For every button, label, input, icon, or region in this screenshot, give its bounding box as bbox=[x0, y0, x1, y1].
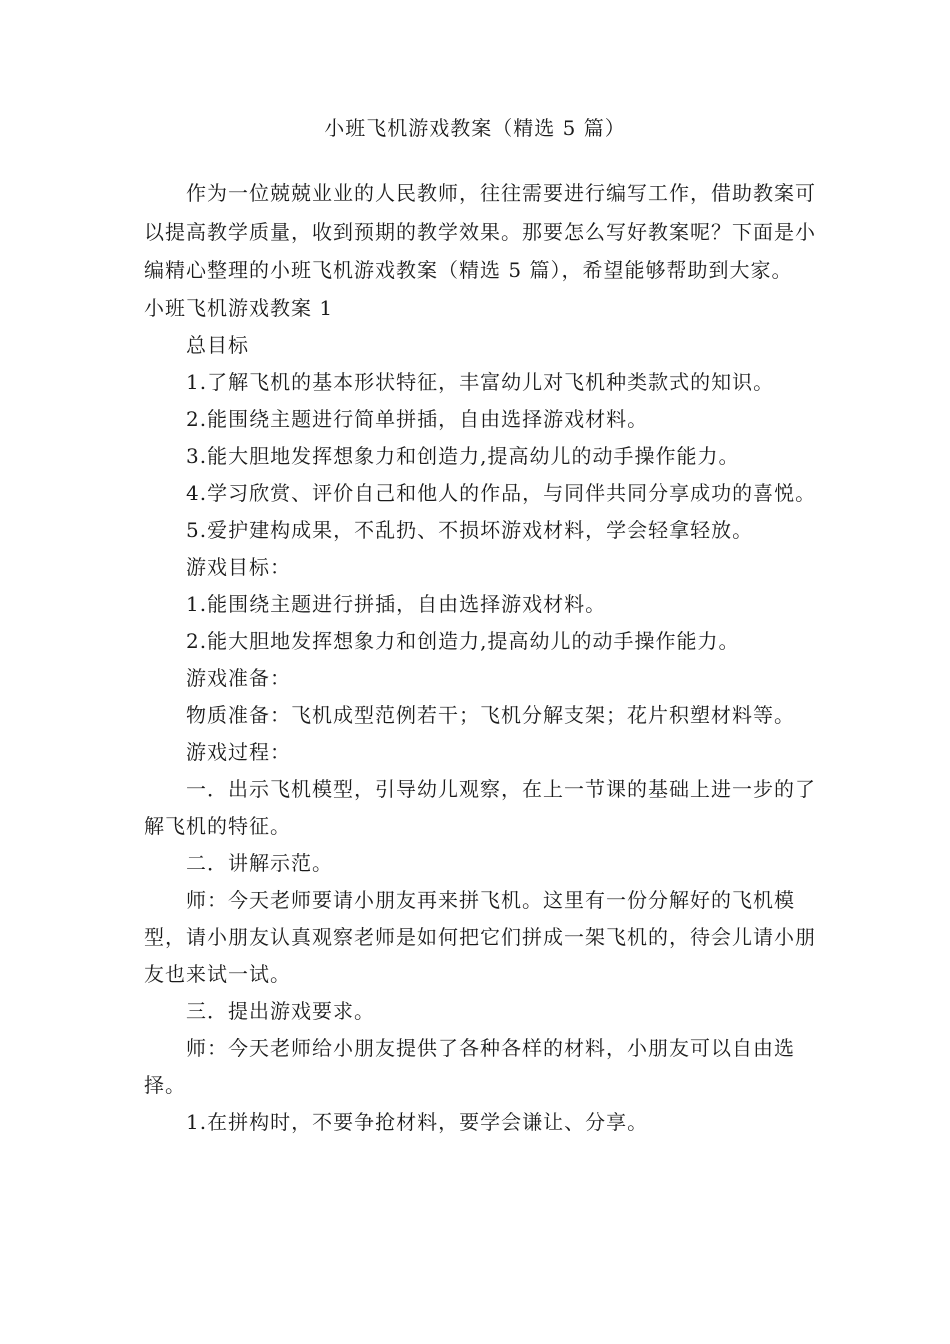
intro-paragraph: 作为一位兢兢业业的人民教师，往往需要进行编写工作，借助教案可以提高教学质量，收到预期的教学效果。那要怎么写好教案呢？下面是小编精心整理的小班飞机游戏教案（精选 5 篇），希望能够帮助到大家。 bbox=[144, 181, 816, 282]
paragraph: 二．讲解示范。 bbox=[186, 850, 333, 875]
section-heading: 小班飞机游戏教案 1 bbox=[144, 295, 334, 320]
paragraph: 1.在拼构时，不要争抢材料，要学会谦让、分享。 bbox=[186, 1109, 649, 1134]
paragraph: 5.爱护建构成果，不乱扔、不损坏游戏材料，学会轻拿轻放。 bbox=[186, 517, 754, 542]
paragraph: 一．出示飞机模型，引导幼儿观察，在上一节课的基础上进一步的了解飞机的特征。 bbox=[144, 776, 816, 838]
paragraph: 2.能大胆地发挥想象力和创造力,提高幼儿的动手操作能力。 bbox=[186, 628, 740, 653]
paragraph: 游戏过程： bbox=[186, 739, 291, 764]
paragraph: 3.能大胆地发挥想象力和创造力,提高幼儿的动手操作能力。 bbox=[186, 443, 740, 468]
paragraph: 4.学习欣赏、评价自己和他人的作品，与同伴共同分享成功的喜悦。 bbox=[186, 480, 817, 505]
document-body bbox=[144, 174, 824, 1141]
paragraph: 游戏准备： bbox=[186, 665, 291, 690]
paragraph: 师：今天老师给小朋友提供了各种各样的材料，小朋友可以自由选择。 bbox=[144, 1035, 795, 1097]
paragraph: 物质准备：飞机成型范例若干；飞机分解支架；花片积塑材料等。 bbox=[186, 702, 795, 727]
paragraph: 三．提出游戏要求。 bbox=[186, 998, 375, 1023]
paragraph: 1.了解飞机的基本形状特征，丰富幼儿对飞机种类款式的知识。 bbox=[186, 369, 775, 394]
paragraph: 师：今天老师要请小朋友再来拼飞机。这里有一份分解好的飞机模型，请小朋友认真观察老师是如何把它们拼成一架飞机的，待会儿请小朋友也来试一试。 bbox=[144, 887, 816, 986]
paragraph: 1.能围绕主题进行拼插，自由选择游戏材料。 bbox=[186, 591, 607, 616]
paragraph: 2.能围绕主题进行简单拼插，自由选择游戏材料。 bbox=[186, 406, 649, 431]
paragraph: 游戏目标： bbox=[186, 554, 291, 579]
document-title: 小班飞机游戏教案（精选 5 篇） bbox=[324, 116, 626, 140]
paragraph: 总目标 bbox=[186, 332, 249, 357]
